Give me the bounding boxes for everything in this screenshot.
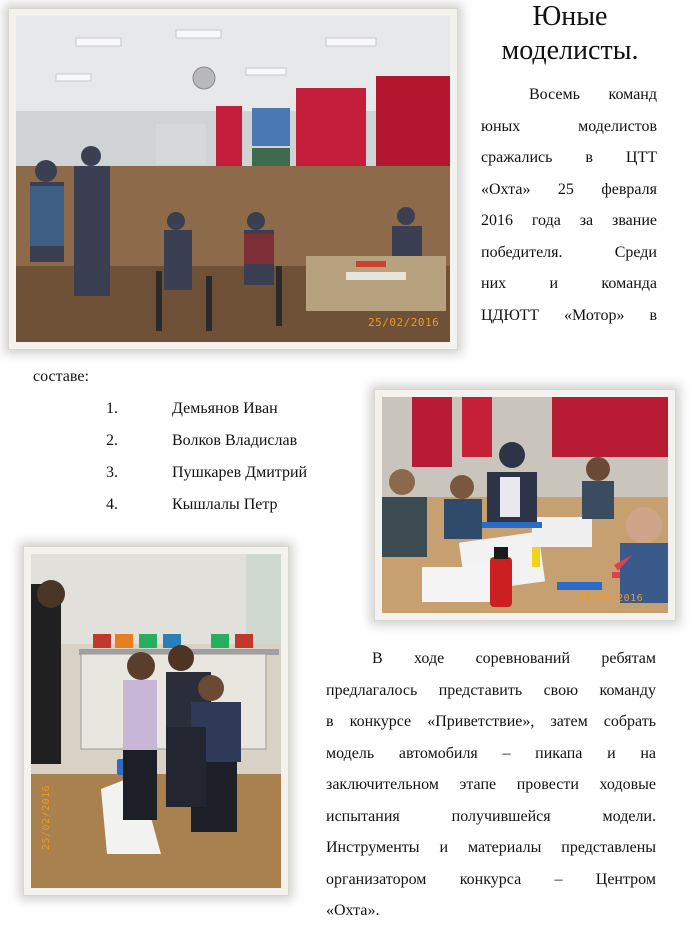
ramp-test-image [31,554,281,888]
intro-line: ЦДЮТТ «Мотор» в [481,306,657,324]
body-line: предлагалось представить свою команду [326,681,656,699]
intro-line: сражались в ЦТТ [481,149,657,166]
table-work-image [382,397,668,613]
member-name: Демьянов Иван [172,400,278,417]
intro-paragraph [481,79,657,331]
intro-line: Восемь команд [529,86,657,103]
member-name: Кышлалы Петр [172,496,278,513]
intro-line: победителя. Среди [481,243,657,261]
body-line: организатором конкурса – Центром [326,870,656,888]
intro-line: «Охта» 25 февраля [481,180,657,198]
photo-classroom [8,8,458,350]
intro-line: 2016 года за звание [481,212,657,229]
photo-ramp-test [23,546,289,896]
classroom-date-stamp: 25/02/2016 [368,316,440,329]
body-line: В ходе соревнований ребятам [372,650,656,667]
page-title: Юные моделисты. [501,1,639,66]
body-line: испытания получившейся модели. [326,807,656,825]
list-number: 1. [106,400,118,417]
intro-tail: составе: [33,368,89,385]
body-line: заключительном этапе провести ходовые [326,776,656,793]
intro-line: них и команда [481,275,657,292]
list-number: 3. [106,464,118,481]
list-number: 4. [106,496,118,513]
list-number: 2. [106,432,118,449]
photo-table-work [374,389,676,621]
member-name: Волков Владислав [172,432,298,449]
body-line: Инструменты и материалы представлены [326,839,656,856]
member-name: Пушкарев Дмитрий [172,464,308,481]
table-work-date-stamp: 25/02/2016 [578,593,644,604]
body-line: модель автомобиля – пикапа и на [326,744,656,762]
body-line: «Охта». [326,902,380,919]
body-line: в конкурсе «Приветствие», затем собрать [326,713,656,730]
intro-line: юных моделистов [481,117,657,135]
body-paragraph [326,643,656,927]
ramp-test-date-stamp: 25/02/2016 [41,784,52,850]
classroom-image [16,16,450,342]
